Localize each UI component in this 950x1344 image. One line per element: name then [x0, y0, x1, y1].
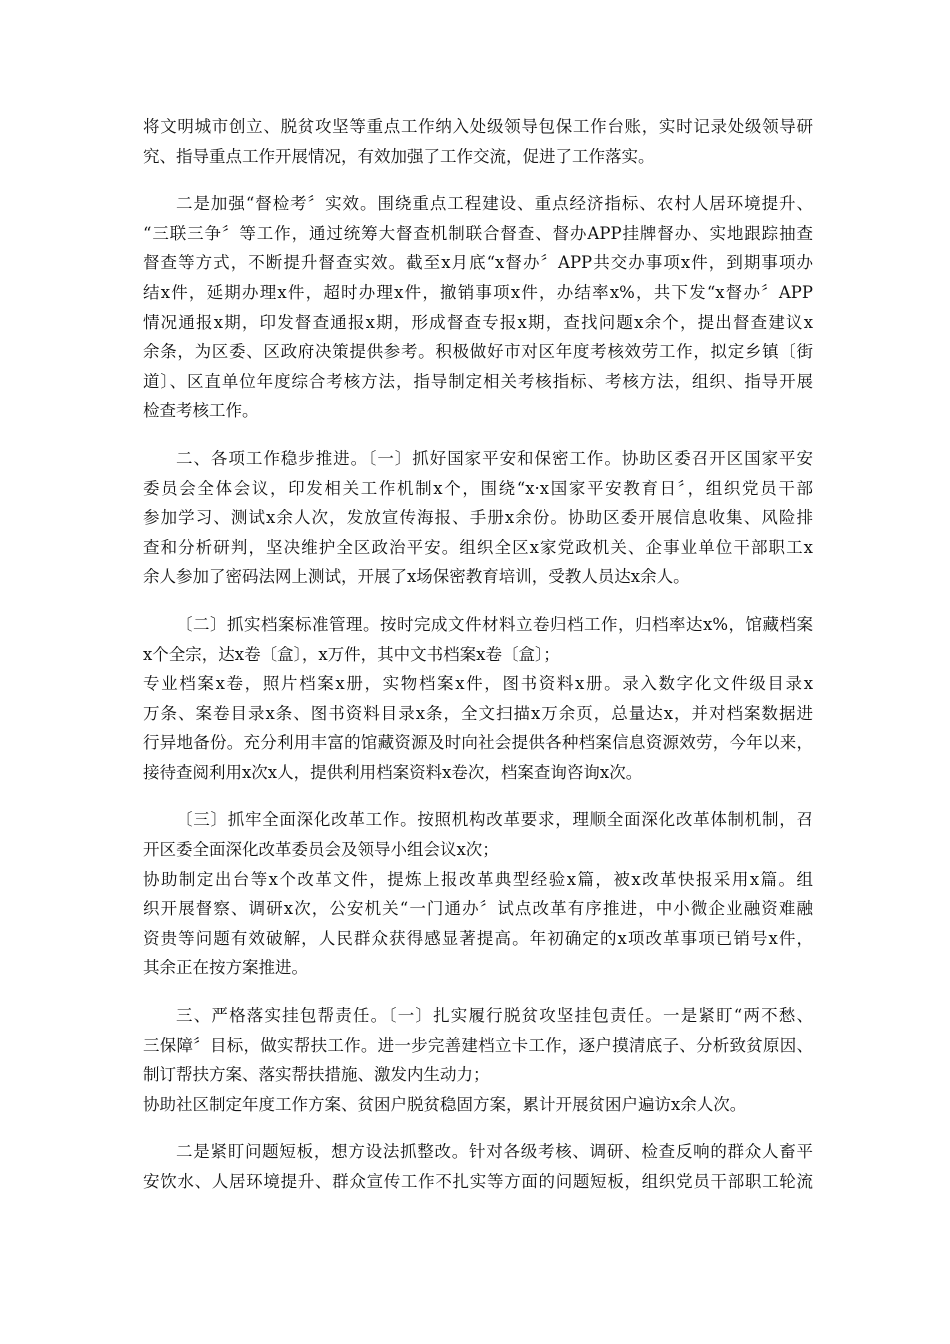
text-line: 委员会全体会议，印发相关工作机制x个，围绕“x·x国家平安教育日〞，组织党员干部	[143, 478, 813, 498]
text-line: 接待查阅利用x次x人，提供利用档案资料x卷次，档案查询咨询x次。	[143, 762, 643, 782]
text-line: 二、各项工作稳步推进。〔一〕抓好国家平安和保密工作。协助区委召开区国家平安	[176, 448, 813, 468]
text-line: 二是紧盯问题短板，想方设法抓整改。针对各级考核、调研、检查反响的群众人畜平	[176, 1142, 813, 1162]
text-line: 专业档案x卷，照片档案x册，实物档案x件，图书资料x册。录入数字化文件级目录x	[143, 674, 813, 694]
text-line: 将文明城市创立、脱贫攻坚等重点工作纳入处级领导包保工作台账，实时记录处级领导研	[143, 117, 813, 136]
text-line: 二是加强“督检考〞实效。围绕重点工程建设、重点经济指标、农村人居环境提升、	[176, 194, 813, 214]
text-line: x个全宗，达x卷〔盒〕，x万件，其中文书档案x卷〔盒〕；	[143, 644, 560, 664]
paragraph-poverty-alleviation	[143, 1001, 813, 1119]
text-line: 安饮水、人居环境提升、群众宣传工作不扎实等方面的问题短板，组织党员干部职工轮流	[143, 1172, 813, 1191]
text-line: 织开展督察、调研x次，公安机关“一门通办〞试点改革有序推进，中小微企业融资难融	[143, 899, 813, 919]
text-line: 督查等方式，不断提升督查实效。截至x月底“x督办〞APP共交办事项x件，到期事项办	[143, 253, 813, 273]
text-line: 三、严格落实挂包帮责任。〔一〕扎实履行脱贫攻坚挂包责任。一是紧盯“两不愁、	[176, 1006, 813, 1026]
text-line: 道〕、区直单位年度综合考核方法，指导制定相关考核指标、考核方法，组织、指导开展	[143, 371, 813, 391]
text-line: 查和分析研判，坚决维护全区政治平安。组织全区x家党政机关、企事业单位干部职工x	[143, 537, 813, 557]
text-line: 其余正在按方案推进。	[143, 958, 308, 978]
text-line: 结x件，延期办理x件，超时办理x件，撤销事项x件，办结率x%，共下发“x督办〞APP	[143, 282, 813, 302]
paragraph-archives	[143, 610, 813, 788]
paragraph-supervision	[143, 189, 813, 426]
paragraph-reform	[143, 805, 813, 983]
text-line: 情况通报x期，印发督查通报x期，形成督查专报x期，查找问题x余个，提出督查建议x	[143, 312, 813, 332]
text-line: 〔二〕抓实档案标准管理。按时完成文件材料立卷归档工作，归档率达x%，馆藏档案	[176, 614, 813, 634]
document-page	[143, 112, 813, 1215]
text-line: 协助制定出台等x个改革文件，提炼上报改革典型经验x篇，被x改革快报采用x篇。组	[143, 869, 813, 889]
text-line: 协助社区制定年度工作方案、贫困户脱贫稳固方案，累计开展贫困户遍访x余人次。	[143, 1094, 747, 1114]
text-line: 究、指导重点工作开展情况，有效加强了工作交流，促进了工作落实。	[143, 146, 655, 166]
text-line: 行异地备份。充分利用丰富的馆藏资源及时向社会提供各种档案信息资源效劳，今年以来，	[143, 733, 813, 753]
text-line: “三联三争〞等工作，通过统筹大督查机制联合督查、督办APP挂牌督办、实地跟踪抽查	[143, 223, 813, 243]
text-line: 余条，为区委、区政府决策提供参考。积极做好市对区年度考核效劳工作，拟定乡镇〔街	[143, 342, 813, 362]
text-line: 三保障〞目标，做实帮扶工作。进一步完善建档立卡工作，逐户摸清底子、分析致贫原因、	[143, 1035, 813, 1055]
paragraph-rectification	[143, 1137, 813, 1196]
paragraph-leadership-accounts	[143, 112, 813, 171]
text-line: 制订帮扶方案、落实帮扶措施、激发内生动力；	[143, 1065, 490, 1085]
text-line: 资贵等问题有效破解，人民群众获得感显著提高。年初确定的x项改革事项已销号x件，	[143, 928, 813, 948]
text-line: 余人参加了密码法网上测试，开展了x场保密教育培训，受教人员达x余人。	[143, 567, 690, 587]
text-line: 万条、案卷目录x条、图书资料目录x条，全文扫描x万余页，总量达x，并对档案数据进	[143, 703, 813, 723]
text-line: 开区委全面深化改革委员会及领导小组会议x次；	[143, 840, 499, 860]
text-line: 〔三〕抓牢全面深化改革工作。按照机构改革要求，理顺全面深化改革体制机制，召	[176, 810, 813, 830]
text-line: 参加学习、测试x余人次，发放宣传海报、手册x余份。协助区委开展信息收集、风险排	[143, 508, 813, 528]
text-line: 检查考核工作。	[143, 401, 259, 421]
paragraph-national-security	[143, 444, 813, 592]
